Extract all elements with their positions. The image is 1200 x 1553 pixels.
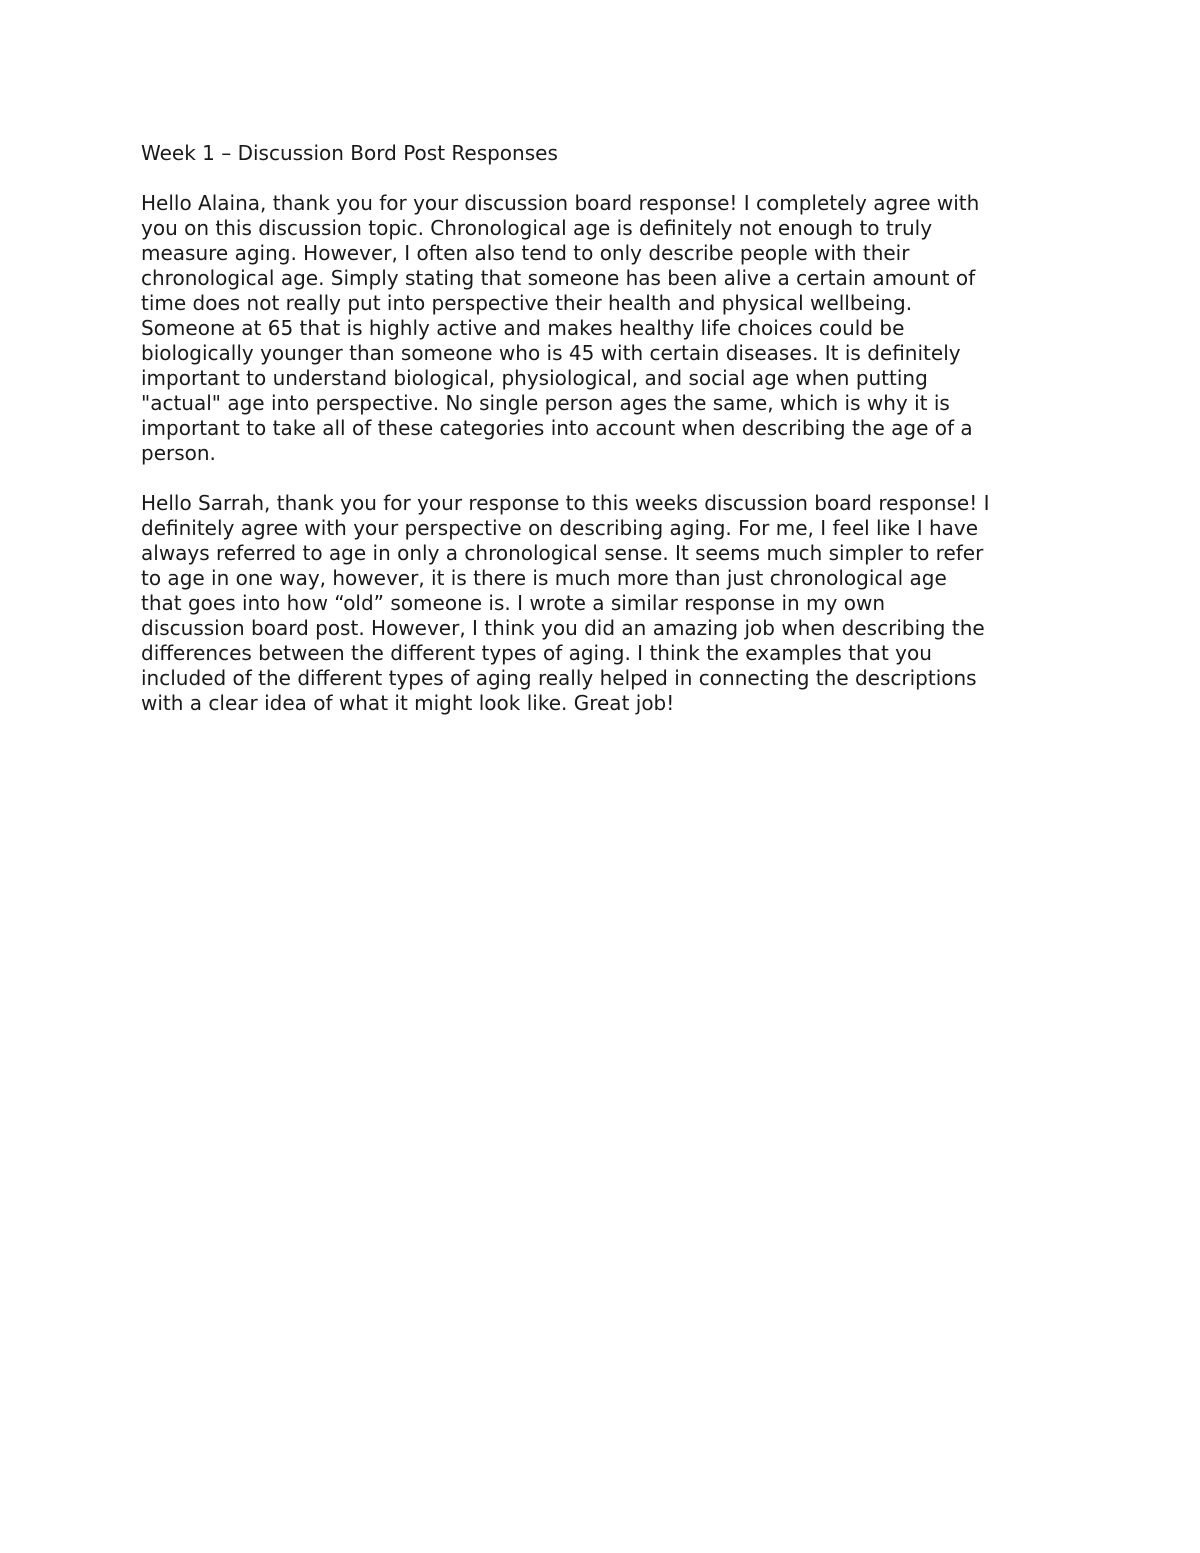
- text-line: measure aging. However, I often also tend to only describe people with their: [141, 241, 910, 265]
- response-paragraph-sarrah: [141, 491, 1059, 716]
- response-paragraph-alaina: [141, 191, 1059, 466]
- text-line: biologically younger than someone who is 45 with certain diseases. It is definitely: [141, 341, 961, 365]
- text-line: important to take all of these categories into account when describing the age of a: [141, 416, 973, 440]
- text-line: that goes into how “old” someone is. I wrote a similar response in my own: [141, 591, 885, 615]
- text-line: Hello Alaina, thank you for your discussion board response! I completely agree with: [141, 191, 980, 215]
- document-body: [141, 141, 1059, 716]
- document-title: Week 1 – Discussion Bord Post Responses: [141, 141, 558, 165]
- text-line: important to understand biological, physiological, and social age when putting: [141, 366, 928, 390]
- text-line: differences between the different types of aging. I think the examples that you: [141, 641, 932, 665]
- text-line: person.: [141, 441, 216, 465]
- text-line: you on this discussion topic. Chronological age is definitely not enough to truly: [141, 216, 933, 240]
- text-line: Hello Sarrah, thank you for your response to this weeks discussion board response! I: [141, 491, 990, 515]
- text-line: chronological age. Simply stating that someone has been alive a certain amount of: [141, 266, 976, 290]
- text-line: "actual" age into perspective. No single person ages the same, which is why it is: [141, 391, 950, 415]
- text-line: definitely agree with your perspective on describing aging. For me, I feel like I have: [141, 516, 979, 540]
- text-line: included of the different types of aging really helped in connecting the descriptions: [141, 666, 977, 690]
- text-line: with a clear idea of what it might look like. Great job!: [141, 691, 675, 715]
- text-line: time does not really put into perspective their health and physical wellbeing.: [141, 291, 913, 315]
- text-line: to age in one way, however, it is there is much more than just chronological age: [141, 566, 947, 590]
- text-line: Someone at 65 that is highly active and makes healthy life choices could be: [141, 316, 905, 340]
- text-line: discussion board post. However, I think you did an amazing job when describing the: [141, 616, 985, 640]
- text-line: always referred to age in only a chronological sense. It seems much simpler to refer: [141, 541, 984, 565]
